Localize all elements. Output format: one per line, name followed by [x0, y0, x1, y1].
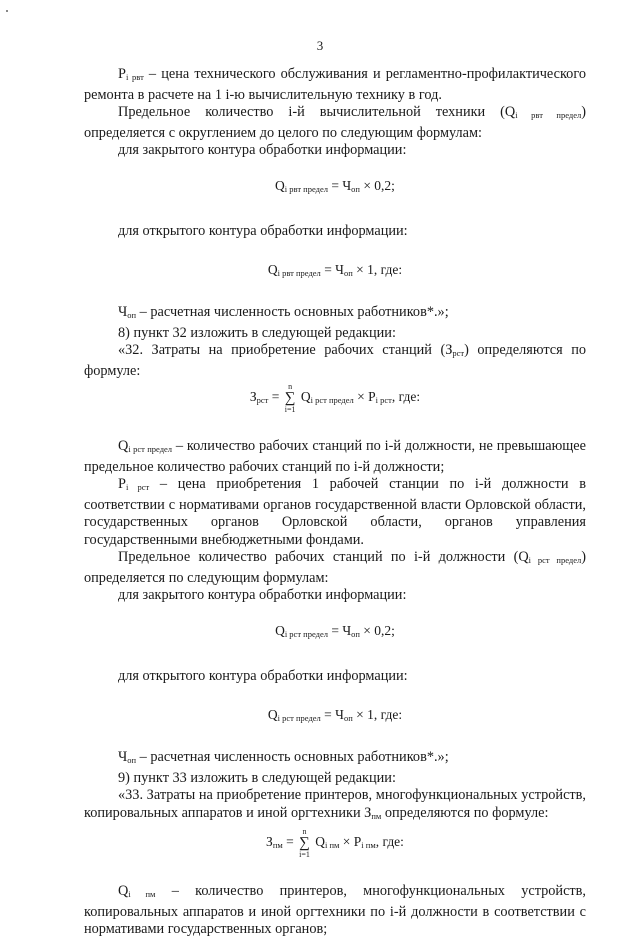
sum-operator: n ∑ i=1: [284, 382, 296, 414]
paragraph-printer-quantity: $Q_{i пм}$ – количество принтеров, многофункциональных устройств, копировальных аппаратов и иной оргтехники по i-й должности в соответствии с нормативами государственных органов;: [84, 883, 586, 937]
formula-open-workstations: $Q_{i рст предел} = Ч_{оп} \times 1$, где:: [267, 706, 403, 723]
paragraph-item-8: 8) пункт 32 изложить в следующей редакции:: [118, 324, 396, 341]
paragraph-workstation-price: $P_{i рст}$ – цена приобретения 1 рабочей станции по i-й должности в соответствии с нормативами органов государственной власти Орловской области, государственных органов Орловской области, органов управления государственными внебюджетными фондами.: [84, 476, 586, 548]
paragraph-price-maintenance: $P_{i рвт}$ – цена технического обслуживания и регламентно-профилактического ремонта в расчете на 1 i-ю вычислительную технику в год.: [84, 66, 586, 103]
paragraph-headcount-definition: $Ч_{оп}$ – расчетная численность основных работников*.»;: [118, 304, 449, 320]
paragraph-workstation-quantity: $Q_{i рст предел}$ – количество рабочих станций по i-й должности, не превышающее предельное количество рабочих станций по i-й должности;: [84, 438, 586, 475]
paragraph-limit-workstations: Предельное количество рабочих станций по i-й должности $(Q_{i рст предел})$ определяется по следующим формулам:: [84, 549, 586, 586]
document-body: [84, 66, 586, 939]
sum-operator-2: n ∑ i=1: [299, 827, 310, 859]
formula-closed-workstations: $Q_{i рст предел} = Ч_{оп} \times 0,2$;: [275, 622, 395, 639]
paragraph-open-contour-2: для открытого контура обработки информации:: [118, 668, 408, 684]
paragraph-open-contour: для открытого контура обработки информации:: [118, 223, 408, 239]
paragraph-clause-32: «32. Затраты на приобретение рабочих станций $(З_{рст})$ определяются по формуле:: [84, 342, 586, 379]
page-number: 3: [316, 38, 324, 53]
paragraph-closed-contour-2: для закрытого контура обработки информации:: [118, 587, 407, 603]
scan-speck: [6, 10, 8, 12]
paragraph-headcount-definition-2: $Ч_{оп}$ – расчетная численность основных работников*.»;: [118, 749, 449, 765]
paragraph-item-9: 9) пункт 33 изложить в следующей редакции:: [118, 769, 396, 786]
paragraph-closed-contour: для закрытого контура обработки информации:: [118, 142, 407, 158]
formula-workstation-cost: $З_{рст}$ = n ∑ i=1 $Q_{i рст предел} \times P_{i рст}$, где:: [249, 382, 421, 414]
paragraph-limit-computers: Предельное количество i-й вычислительной техники $(Q_{i рвт предел})$ определяется с округлением до целого по следующим формулам:: [84, 104, 586, 141]
formula-printer-cost: $З_{пм}$ = n ∑ i=1 $Q_{i пм} \times P_{i пм}$, где:: [266, 827, 404, 859]
paragraph-clause-33: «33. Затраты на приобретение принтеров, многофункциональных устройств, копировальных аппаратов и иной оргтехники $З_{пм}$ определяются по формуле:: [84, 787, 586, 821]
formula-open-computers: $Q_{i рвт предел} = Ч_{оп} \times 1$, где:: [267, 261, 403, 278]
formula-closed-computers: $Q_{i рвт предел} = Ч_{оп} \times 0,2$;: [275, 177, 395, 194]
